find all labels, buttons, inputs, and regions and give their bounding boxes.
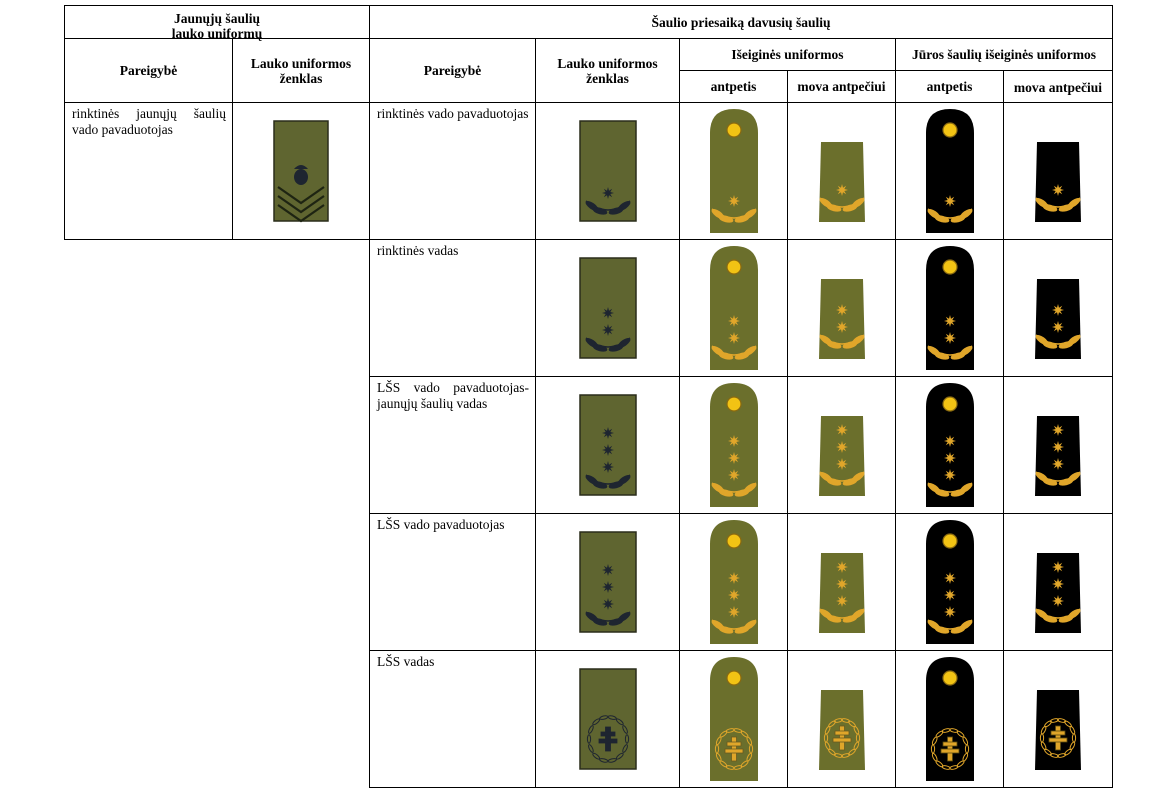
naval-shoulder-slide bbox=[1004, 690, 1112, 787]
naval-shoulder-board bbox=[896, 246, 1003, 370]
naval-shoulder-board-cell bbox=[896, 103, 1004, 240]
youth-rank-cell bbox=[65, 103, 233, 240]
header-youth-group bbox=[65, 6, 370, 39]
empty-cell bbox=[65, 651, 370, 788]
naval-shoulder-slide bbox=[1004, 553, 1112, 650]
dress-shoulder-slide bbox=[788, 690, 895, 787]
naval-shoulder-slide-cell bbox=[1004, 514, 1113, 651]
dress-shoulder-board bbox=[680, 246, 787, 370]
field-badge bbox=[536, 668, 679, 770]
header-sworn-group: Šaulio priesaiką davusių šaulių bbox=[370, 6, 1113, 39]
rank-label: LŠS vadas bbox=[377, 654, 435, 669]
field-badge-cell bbox=[536, 377, 680, 514]
youth-field-badge-cell bbox=[233, 103, 370, 240]
header-naval-shoulder-slide: mova antpečiui bbox=[1004, 71, 1113, 103]
naval-shoulder-board-cell bbox=[896, 514, 1004, 651]
dress-shoulder-board-cell bbox=[680, 651, 788, 788]
youth-rank-label: rinktinės jaunųjų šaulių vado pavaduotojas bbox=[72, 106, 226, 137]
naval-shoulder-board bbox=[896, 520, 1003, 644]
naval-shoulder-board bbox=[896, 657, 1003, 781]
naval-shoulder-board bbox=[896, 383, 1003, 507]
dress-shoulder-board bbox=[680, 520, 787, 644]
naval-shoulder-slide-cell bbox=[1004, 377, 1113, 514]
rank-cell bbox=[370, 377, 536, 514]
header-youth-line1: Jaunųjų šaulių bbox=[174, 11, 260, 26]
dress-shoulder-board bbox=[680, 109, 787, 233]
naval-shoulder-slide bbox=[1004, 416, 1112, 513]
header-youth-line2: lauko uniformų bbox=[171, 26, 263, 41]
field-badge bbox=[536, 394, 679, 496]
dress-shoulder-slide-cell bbox=[788, 103, 896, 240]
rank-label: LŠS vado pavaduotojas bbox=[377, 517, 505, 532]
insignia-rows bbox=[65, 103, 1113, 788]
naval-shoulder-slide bbox=[1004, 142, 1112, 239]
naval-shoulder-board-cell bbox=[896, 377, 1004, 514]
dress-shoulder-board bbox=[680, 657, 787, 781]
field-badge-cell bbox=[536, 514, 680, 651]
dress-shoulder-slide-cell bbox=[788, 514, 896, 651]
dress-shoulder-slide-cell bbox=[788, 377, 896, 514]
naval-shoulder-slide-cell bbox=[1004, 240, 1113, 377]
dress-shoulder-slide bbox=[788, 553, 895, 650]
header-youth-rank: Pareigybė bbox=[65, 39, 233, 103]
field-badge bbox=[536, 531, 679, 633]
field-badge-cell bbox=[536, 240, 680, 377]
rank-cell bbox=[370, 651, 536, 788]
table-row bbox=[65, 103, 1113, 240]
field-badge bbox=[536, 257, 679, 359]
empty-cell bbox=[65, 377, 370, 514]
naval-shoulder-board bbox=[896, 109, 1003, 233]
naval-shoulder-slide-cell bbox=[1004, 103, 1113, 240]
insignia-table bbox=[64, 5, 1113, 788]
table-row bbox=[65, 240, 1113, 377]
dress-shoulder-slide bbox=[788, 142, 895, 239]
header-naval-shoulder-board: antpetis bbox=[896, 71, 1004, 103]
rank-cell bbox=[370, 103, 536, 240]
header-dress-shoulder-slide: mova antpečiui bbox=[788, 71, 896, 103]
rank-label: LŠS vado pavaduotojas-jaunųjų šaulių vadas bbox=[377, 380, 529, 411]
empty-cell bbox=[65, 240, 370, 377]
table-row bbox=[65, 514, 1113, 651]
header-field-badge: Lauko uniformos ženklas bbox=[536, 39, 680, 103]
field-badge bbox=[536, 120, 679, 222]
naval-shoulder-board-cell bbox=[896, 651, 1004, 788]
field-badge-cell bbox=[536, 103, 680, 240]
dress-shoulder-board bbox=[680, 383, 787, 507]
table-row bbox=[65, 377, 1113, 514]
rank-label: rinktinės vadas bbox=[377, 243, 459, 258]
youth-field-badge bbox=[233, 120, 369, 222]
naval-shoulder-board-cell bbox=[896, 240, 1004, 377]
header-naval-dress-uniform: Jūros šaulių išeiginės uniformos bbox=[896, 39, 1113, 71]
dress-shoulder-slide bbox=[788, 416, 895, 513]
rank-label: rinktinės vado pavaduotojas bbox=[377, 106, 529, 121]
dress-shoulder-board-cell bbox=[680, 240, 788, 377]
naval-shoulder-slide bbox=[1004, 279, 1112, 376]
empty-cell bbox=[65, 514, 370, 651]
dress-shoulder-slide-cell bbox=[788, 240, 896, 377]
rank-cell bbox=[370, 514, 536, 651]
dress-shoulder-board-cell bbox=[680, 103, 788, 240]
dress-shoulder-board-cell bbox=[680, 377, 788, 514]
dress-shoulder-board-cell bbox=[680, 514, 788, 651]
dress-shoulder-slide bbox=[788, 279, 895, 376]
field-badge-cell bbox=[536, 651, 680, 788]
table-row bbox=[65, 651, 1113, 788]
rank-cell bbox=[370, 240, 536, 377]
dress-shoulder-slide-cell bbox=[788, 651, 896, 788]
header-youth-field-badge: Lauko uniformos ženklas bbox=[233, 39, 370, 103]
header-dress-uniform: Išeiginės uniformos bbox=[680, 39, 896, 71]
header-rank: Pareigybė bbox=[370, 39, 536, 103]
header-dress-shoulder-board: antpetis bbox=[680, 71, 788, 103]
naval-shoulder-slide-cell bbox=[1004, 651, 1113, 788]
